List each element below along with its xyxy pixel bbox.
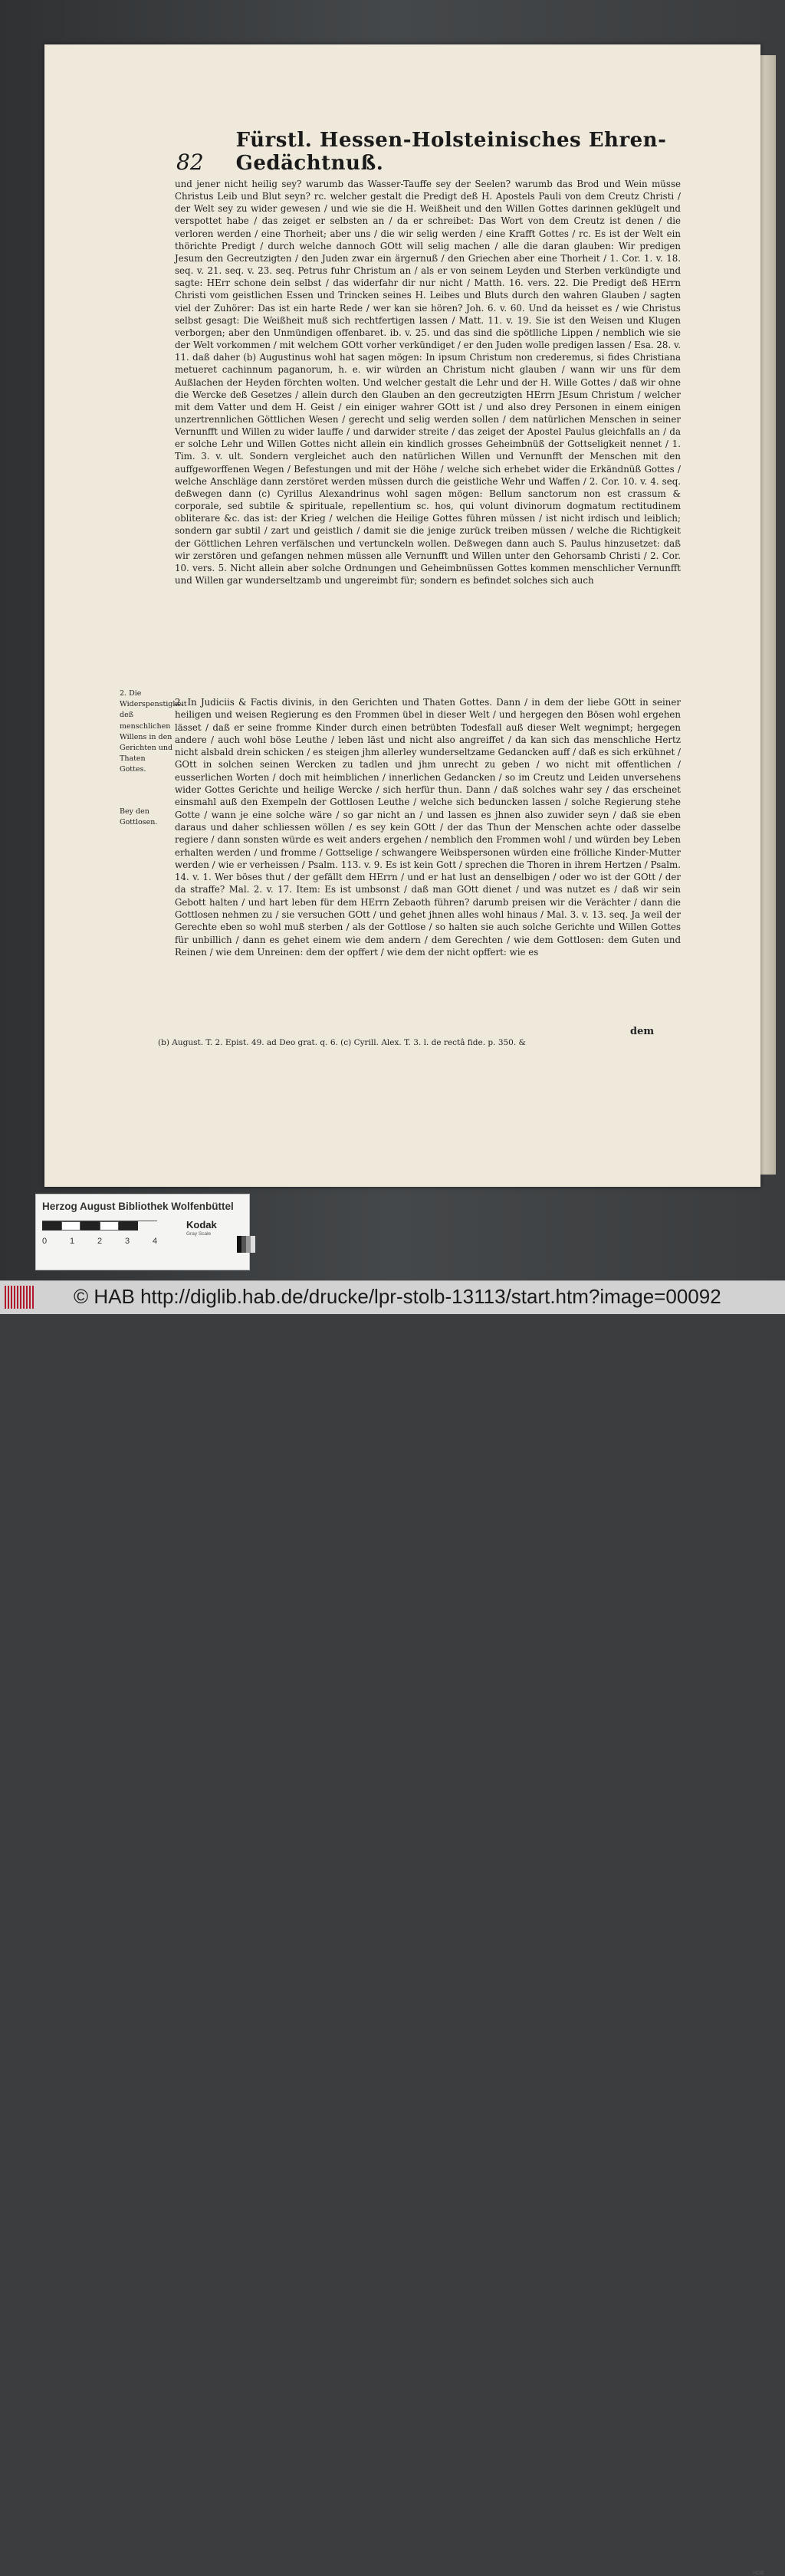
ruler-number: 0 bbox=[42, 1237, 48, 1246]
ruler-number: 1 bbox=[70, 1237, 75, 1246]
gray-scale-chip bbox=[237, 1236, 255, 1253]
barcode-icon bbox=[5, 1286, 35, 1309]
ruler-segment bbox=[100, 1221, 119, 1230]
color-calibration-bar bbox=[35, 1194, 250, 1270]
scan-mark: HDB bbox=[753, 2571, 764, 2576]
scale-ruler bbox=[42, 1221, 157, 1248]
footer-bar bbox=[0, 1280, 785, 2576]
ruler-number: 3 bbox=[125, 1237, 130, 1246]
footnotes: (b) August. T. 2. Epist. 49. ad Deo grat. q. 6. (c) Cyrill. Alex. T. 3. l. de rectâ fide. p. 350. & bbox=[158, 1038, 526, 1047]
section-2-paragraph: 2. In Judiciis & Factis divinis, in den Gerichten und Thaten Gottes. Dann / in dem der liebe GOtt in seiner heiligen und weisen Regierung es den Frommen übel in dieser Welt / und hergegen den Bösen wohl ergehen lässet / daß er seine fromme Kinder durch einen betrübten Todesfall auß dieser Welt wegnimpt; hergegen andere / auch wohl böse Leuthe / leben läst und nicht also angreiffet / da kan sich das menschliche Hertz nicht alsbald drein schicken / es steigen jhm allerley wunderseltzame Gedancken auff / daß es sich erkühnet / GOtt in solchen seinen Wercken zu tadlen und jhm unrecht zu geben / wo nicht mit offentlichen / eusserlichen Worten / doch mit heimblichen / innerlichen Gedancken / so im Creutz und Leiden unversehens wider Gottes Gerichte und heilige Wercke / sich herfür thun. Dann / daß solches wahr sey / das erscheinet einsmahl auß den Exempeln der Gottlosen Leuthe / welche sich beduncken lassen / solche Regierung stehe Gotte / wann je eine solche wäre / so gar nicht an / und lassen es jhnen also zuwider seyn / daß sie eben daraus und daher schliessen wöllen / es sey kein GOtt / der das Thun der Menschen achte oder dasselbe regiere / dann sonsten würde es weit anders ergehen / nemblich den Frommen wohl / und würden bey Leben erhalten werden / und fromme / Gottselige / schwangere Weibspersonen würden eine frölliche Kinder-Mutter werden / wie er verheissen / Psalm. 113. v. 9. Es ist kein Gott / sprechen die Thoren in ihrem Hertzen / Psalm. 14. v. 1. Wer böses thut / der gefällt dem HErrn / und er hat lust an denselbigen / oder wo ist der GOtt / der da straffe? Mal. 2. v. 17. Item: Es ist umbsonst / daß man GOtt dienet / und was nutzet es / daß wir sein Gebott halten / und hart leben für dem HErrn Zebaoth führen? darumb preisen wir die Verächter / dann die Gottlosen nehmen zu / sie versuchen GOtt / und gehet jhnen alles wohl hinaus / Mal. 3. v. 13. seq. Ja weil der Gerechte eben so wohl muß sterben / als der Gottlose / so halten sie auch solche Gerichte und Willen Gottes für unbillich / dann es gehet einem wie dem andern / dem Gerechten / wie dem Gottlosen: dem Guten und Reinen / wie dem Unreinen: dem der opffert / wie dem der nicht opffert: wie es bbox=[175, 697, 681, 958]
page-header bbox=[176, 129, 705, 175]
ruler-segment bbox=[42, 1221, 61, 1230]
ruler-number: 2 bbox=[97, 1237, 103, 1246]
section-2-text bbox=[175, 696, 681, 958]
library-name: Herzog August Bibliothek Wolfenbüttel bbox=[42, 1201, 234, 1212]
ruler-segment bbox=[80, 1221, 100, 1230]
ruler-segment bbox=[61, 1221, 80, 1230]
main-text-block bbox=[175, 178, 681, 586]
gray-scale-label: Gray Scale bbox=[186, 1231, 212, 1237]
main-paragraph: und jener nicht heilig sey? warumb das Wasser-Tauffe sey der Seelen? warumb das Brod und Wein müsse Christus Leib und Blut seyn? rc. welcher gestalt die Predigt deß H. Apostels Pauli von dem Creutz Christi / der Welt sey zu wider gewesen / und wie sie die H. Weißheit und den Willen Gottes darinnen geklügelt und verspottet habe / das zeiget er selbsten an / da er schreibet: Das Wort von dem Creutz ist denen / die verloren werden / eine Thorheit; aber uns / die wir selig werden / eine Krafft Gottes / rc. Es ist der Welt ein thörichte Predigt / durch welche dannoch GOtt will selig machen / alle die daran glauben: Wir predigen Jesum den Gecreutzigten / den Juden zwar ein ärgernuß / den Griechen aber eine Thorheit / 1. Cor. 1. v. 18. seq. v. 21. seq. v. 23. seq. Petrus fuhr Christum an / als er von seinem Leyden und Sterben verkündigte und sagte: HErr schone dein selbst / das widerfahr dir nur nicht / Matth. 16. vers. 22. Die Predigt deß HErrn Christi vom geistlichen Essen und Trincken seines H. Leibes und Bluts durch den wahren Glauben / sagten viel der Zuhörer: Das ist ein harte Rede / wer kan sie hören? Joh. 6. v. 60. Und da heisset es / wie Christus selbst gesagt: Die Weißheit muß sich rechtfertigen lassen / Matt. 11. v. 19. Sie ist den Weisen und Klugen verborgen; aber den Unmündigen offenbaret. ib. v. 25. und das sind die spötlliche Lippen / nemblich wie sie der Welt vorkommen / mit welchem GOtt vorher verkündiget / er den Juden wolle predigen lassen / Esa. 28. v. 11. daß daher (b) Augustinus wohl hat sagen mögen: In ipsum Christum non crederemus, si fides Christiana metueret cachinnum paganorum, h. e. wir würden an Christum nicht glauben / wann wir uns für dem Außlachen der Heyden förchten wolten. Und welcher gestalt die Lehr und der H. Wille Gottes / daß wir ohne die Wercke deß Gesetzes / allein durch den Glauben an den gecreutzigten HErrn JEsum Christum / welcher mit dem Vatter und dem H. Geist / ein einiger wahrer GOtt ist / und also drey Personen in einem einigen unzertrennlichen Göttlichen Wesen / gerecht und selig werden sollen / dem natürlichen Menschen in seiner Vernunfft und Willen zu wider lauffe / und darwider streite / das zeiget der Apostel Paulus gleichfalls an / da er solche Lehr und Willen Gottes nicht allein ein kindlich grosses Geheimbnüß der Gottseligkeit nennet / 1. Tim. 3. v. ult. Sondern vergleichet auch den natürlichen Willen und Vernunfft der Menschen mit den auffgeworffenen Wegen / Befestungen und mit der Höhe / welche sich erhebet wider die Erkändnüß Gottes / welche Anschläge dann zerstöret werden müssen durch die geistliche Wehr und Waffen / 2. Cor. 10. v. 4. seq. deßwegen dann (c) Cyrillus Alexandrinus wohl sagen mögen: Bellum sanctorum non est crassum & corporale, sed subtile & spirituale, repellentium sc. hos, qui volunt divinorum dogmatum rectitudinem obliterare &c. das ist: der Krieg / welchen die Heilige Gottes führen müssen / ist nicht irdisch und leiblich; sondern gar subtil / zart und geistlich / damit sie die jenige zurück treiben müssen / welche die Richtigkeit der Göttlichen Lehren verfälschen und vertunckeln wollen. Deßwegen dann auch S. Paulus hinzusetzet: daß wir zerstören und gefangen nehmen müssen alle Vernunfft und Willen unter den Gehorsamb Christi / 2. Cor. 10. vers. 5. Nicht allein aber solche Ordnungen und Geheimbnüssen Gottes kommen menschlicher Vernunfft und Willen gar wunderseltzamb und ungereimbt für; sondern es befindet solches sich auch bbox=[175, 179, 681, 586]
running-title: Fürstl. Hessen-Holsteinisches Ehren-Gedächtnuß. bbox=[235, 129, 667, 175]
page-number: 82 bbox=[176, 150, 204, 175]
margin-note: 2. Die Widerspenstigkeit deß menschlichen Willens in den Gerichten und Thaten Gottes. bbox=[120, 689, 187, 774]
source-url[interactable]: © HAB http://diglib.hab.de/drucke/lpr-stolb-13113/start.htm?image=00092 bbox=[74, 1285, 721, 1308]
margin-notes bbox=[120, 688, 187, 840]
kodak-brand: Kodak bbox=[186, 1219, 217, 1230]
ruler-number: 4 bbox=[153, 1237, 158, 1246]
ruler-segment bbox=[119, 1221, 138, 1230]
page-edge bbox=[760, 55, 776, 1175]
margin-note: Bey den Gottlosen. bbox=[120, 807, 158, 826]
catchword: dem bbox=[630, 1026, 655, 1037]
